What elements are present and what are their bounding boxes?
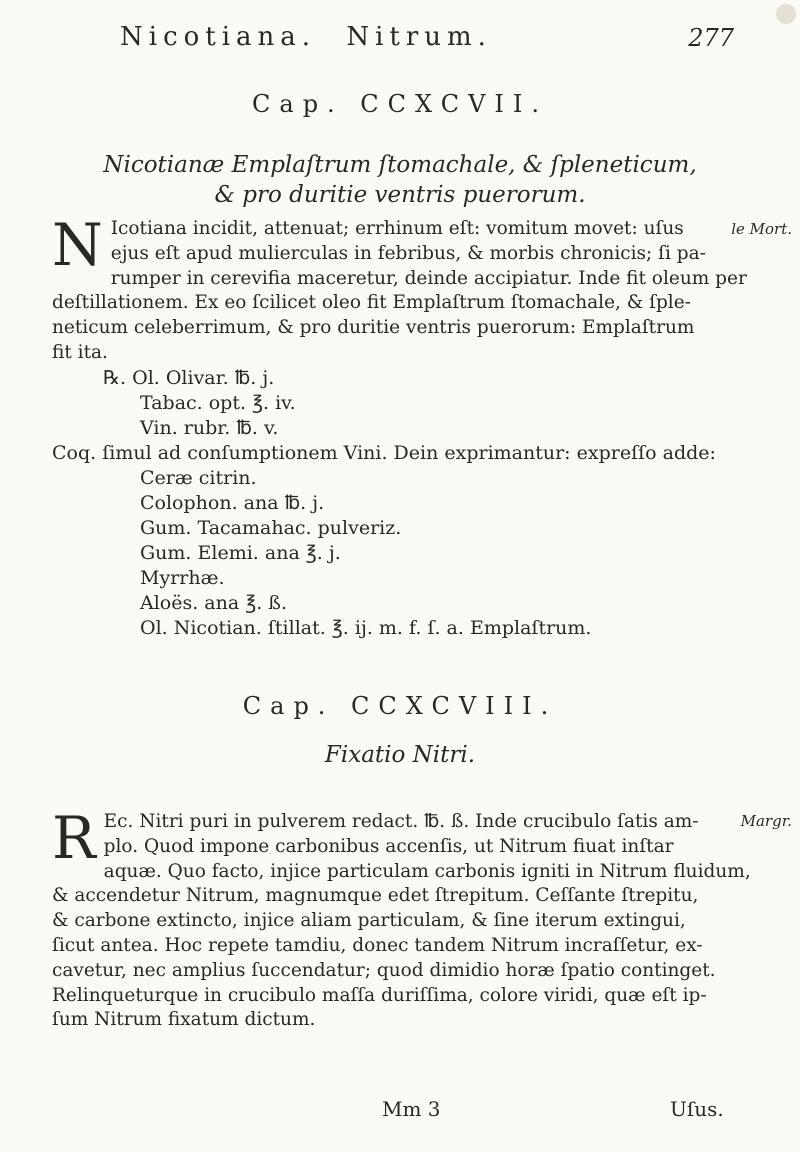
recipe-line: ℞. Ol. Olivar. ℔. j. (103, 367, 275, 389)
running-head-left: Nicotiana. (120, 22, 317, 52)
recipe-line: Ceræ citrin. (140, 467, 257, 489)
recipe-line: Vin. rubr. ℔. v. (140, 417, 279, 439)
body-line: ſicut antea. Hoc repete tamdiu, donec tandem Nitrum incraſſetur, ex- (52, 934, 703, 956)
body-line: & accendetur Nitrum, magnumque edet ſtrepitum. Ceſſante ſtrepitu, (52, 885, 699, 907)
drop-cap: R (52, 804, 96, 872)
drop-cap: N (52, 211, 103, 279)
recipe-line: Coq. ſimul ad conſumptionem Vini. Dein exprimantur: expreſſo adde: (52, 442, 716, 464)
body-line: cavetur, nec amplius ſuccendatur; quod dimidio horæ ſpatio continget. (52, 959, 716, 981)
margin-note: Margr. (740, 812, 792, 830)
body-line: fit ita. (52, 341, 108, 363)
recipe-line: Colophon. ana ℔. j. (140, 492, 325, 514)
recipe-block (103, 366, 296, 441)
body-line: rumper in cerevifia maceretur, deinde accipiatur. Inde fit oleum per (110, 267, 747, 289)
catchword: Uſus. (670, 1097, 724, 1121)
body-line: plo. Quod impone carbonibus accenſis, ut Nitrum fiuat inſtar (103, 835, 674, 857)
chapter-body (52, 211, 747, 366)
recipe-line: Gum. Elemi. ana ℥. j. (140, 542, 341, 564)
body-line: neticum celeberrimum, & pro duritie ventris puerorum: Emplaſtrum (52, 317, 695, 339)
running-head (120, 22, 680, 52)
chapter-heading: Cap. CCXCVII. (252, 90, 548, 118)
subtitle-line: Nicotianæ Emplaſtrum ſtomachale, & ſpleneticum, (103, 152, 697, 178)
running-head-right: Nitrum. (346, 22, 492, 52)
body-line: Ec. Nitri puri in pulverem redact. ℔. ß. Inde crucibulo ſatis am- (103, 811, 699, 832)
recipe-line: Aloës. ana ℥. ß. (140, 592, 288, 614)
chapter-heading: Cap. CCXCVIII. (242, 692, 558, 720)
page-number: 277 (688, 24, 734, 52)
recipe-line: Ol. Nicotian. ſtillat. ℥. ij. m. f. ſ. a. Emplaſtrum. (140, 617, 592, 639)
body-line: Icotiana incidit, attenuat; errhinum eſt: vomitum movet: uſus (110, 218, 684, 239)
body-line: ſum Nitrum fixatum dictum. (52, 1009, 316, 1031)
paper-stain (776, 4, 796, 24)
recipe-line: Gum. Tacamahac. pulveriz. (140, 517, 402, 539)
margin-note: le Mort. (731, 220, 792, 238)
recipe-instruction (52, 441, 716, 466)
body-line: Relinqueturque in crucibulo maſſa duriſſima, colore viridi, quæ eſt ip- (52, 984, 707, 1006)
chapter-subtitle: Fixatio Nitri. (324, 742, 476, 768)
chapter-body (52, 804, 751, 1033)
chapter-subtitle (0, 150, 800, 210)
body-line: & carbone extincto, injice aliam particulam, & ſine iterum extingui, (52, 910, 686, 932)
recipe-line: Myrrhæ. (140, 567, 225, 589)
subtitle-line: & pro duritie ventris puerorum. (214, 182, 586, 208)
recipe-block (140, 466, 591, 641)
body-line: ejus eſt apud mulierculas in febribus, & morbis chronicis; ſi pa- (110, 242, 706, 264)
recipe-line: Tabac. opt. ℥. iv. (140, 392, 296, 414)
body-line: aquæ. Quo facto, injice particulam carbonis igniti in Nitrum fluidum, (103, 860, 751, 882)
body-line: deſtillationem. Ex eo ſcilicet oleo fit Emplaſtrum ſtomachale, & ſple- (52, 292, 691, 314)
signature-mark: Mm 3 (382, 1097, 441, 1121)
